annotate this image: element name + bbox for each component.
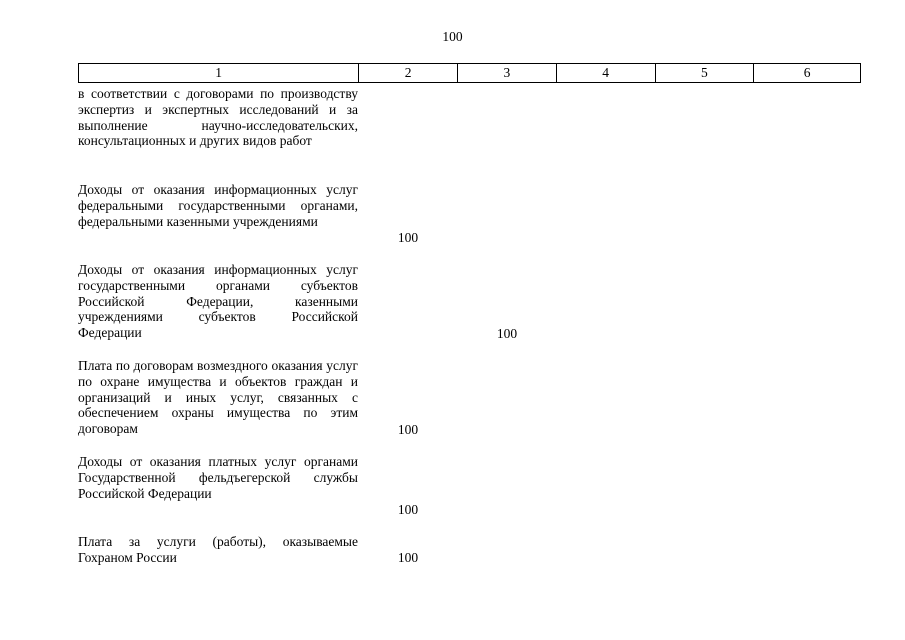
column-header-3: 3	[458, 64, 557, 82]
table-cell-value-col3: 100	[496, 326, 518, 341]
table-row-description: Плата по договорам возмездного оказания услуг по охране имущества и объектов граждан и организаций и иных услуг, связанных с обеспечением охраны имущества по этим договорам	[78, 358, 358, 437]
table-cell-value-col2: 100	[397, 550, 419, 565]
column-header-5: 5	[656, 64, 755, 82]
table-cell-value-col2: 100	[397, 230, 419, 245]
column-header-6: 6	[803, 65, 811, 80]
page-number: 100	[442, 29, 463, 44]
table-header-row	[78, 63, 861, 83]
column-header-1: 1	[79, 64, 359, 82]
table-cell-value-col2: 100	[397, 422, 419, 437]
table-row-description: Доходы от оказания информационных услуг федеральными государственными органами, федеральными казенными учреждениями	[78, 182, 358, 229]
column-header-4: 4	[557, 64, 656, 82]
table-row-description: Доходы от оказания платных услуг органами Государственной фельдъегерской службы Российской Федерации	[78, 454, 358, 501]
table-row-description: Плата за услуги (работы), оказываемые Гохраном России	[78, 534, 358, 565]
table-row-description: Доходы от оказания информационных услуг государственными органами субъектов Российской Федерации, казенными учреждениями субъектов Российской Федерации	[78, 262, 358, 341]
column-header-2: 2	[359, 64, 458, 82]
table-row-description: в соответствии с договорами по производству экспертиз и экспертных исследований и за выполнение научно-исследовательских, консультационных и других видов работ	[78, 86, 358, 149]
table-cell-value-col2: 100	[397, 502, 419, 517]
